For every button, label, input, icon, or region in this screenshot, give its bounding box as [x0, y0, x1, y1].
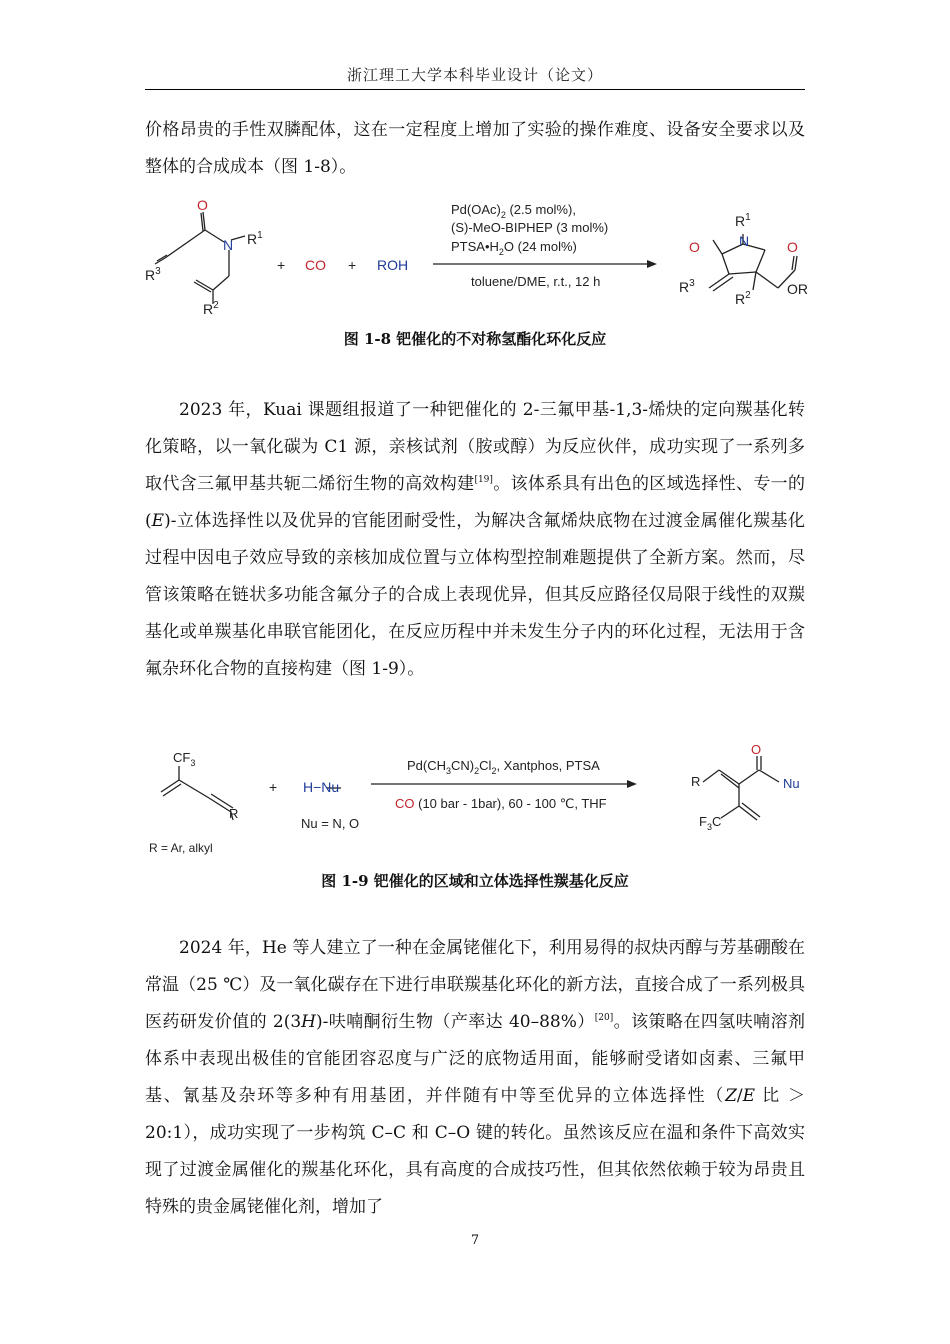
- carbonyl-oxygen-label: O: [197, 197, 208, 213]
- condition-line-2: (S)-MeO-BIPHEP (3 mol%): [451, 220, 609, 235]
- ester-oxygen-label: O: [787, 239, 798, 255]
- reagent-co: CO: [305, 257, 326, 273]
- nucleophile-label: H−Nu: [303, 779, 340, 795]
- plus-sign: +: [269, 779, 278, 795]
- plus-sign: +: [348, 257, 357, 273]
- figure-1-8-caption: 图 1-8 钯催化的不对称氢酯化环化反应: [343, 330, 607, 348]
- nu-definition: Nu = N, O: [301, 816, 360, 831]
- header-divider: [145, 89, 805, 90]
- svg-text:CF3: $CF_3$: [173, 750, 196, 768]
- paragraph-continued: 价格昂贵的手性双膦配体，这在一定程度上增加了实验的操作难度、设备安全要求以及整体的合成成本（图 1-8）。: [145, 120, 805, 177]
- svg-text:R1: $R^1$: [247, 230, 263, 247]
- condition-catalyst: $Pd(CH_3CN)_2Cl_2$, Xantphos, PTSA: [407, 758, 600, 776]
- svg-text:R2: $R^2$: [203, 300, 219, 317]
- r-label: R: [229, 806, 239, 821]
- product-r-label: R: [691, 774, 701, 789]
- plus-sign: +: [277, 257, 286, 273]
- page-number: 7: [470, 1233, 480, 1248]
- paragraph-he: 2024 年，He 等人建立了一种在金属铑催化下，利用易得的叔炔丙醇与芳基硼酸在常温（25 ℃）及一氧化碳存在下进行串联羰基化环化的新方法，直接合成了一系列极具医药研发价值的 2(3H)-呋喃酮衍生物（产率达 40–88%）[20]。该策略在四氢呋喃溶剂体系中表现出极佳的官能团容忍度与广泛的底物适用面，能够耐受诸如卤素、三氟甲基、氰基及杂环等多种有用基团，并伴随有中等至优异的立体选择性（Z/E 比 ＞ 20:1），成功实现了一步构筑 C–C 和 C–O 键的转化。虽然该反应在温和条件下高效实现了过渡金属催化的羰基化环化，具有高度的合成技巧性，但其依然依赖于较为昂贵且特殊的贵金属铑催化剂，增加了: [145, 938, 806, 1217]
- figure-1-9-scheme: [145, 740, 805, 855]
- svg-text:R3: $R^3$: [145, 266, 161, 283]
- svg-text:R3: $R^3$: [679, 278, 695, 295]
- r-definition: R = Ar, alkyl: [149, 841, 213, 855]
- product-nu-label: Nu: [783, 776, 800, 791]
- product-oxygen-label: O: [751, 742, 762, 757]
- lactam-oxygen-label: O: [689, 239, 700, 255]
- running-header: 浙江理工大学本科毕业设计（论文）: [346, 66, 603, 84]
- reagent-roh: ROH: [377, 257, 409, 273]
- figure-1-8-scheme: [145, 192, 808, 317]
- amide-nitrogen-label: N: [223, 237, 234, 253]
- condition-line-3: $PTSA•H_2O$ (24 mol%): [451, 239, 577, 257]
- ester-or-label: OR: [787, 281, 808, 297]
- paragraph-kuai: 2023 年，Kuai 课题组报道了一种钯催化的 2-三氟甲基-1,3-烯炔的定向羰基化转化策略，以一氧化碳为 C1 源，亲核试剂（胺或醇）为反应伙伴，成功实现了一系列多取代含三氟甲基共轭二烯衍生物的高效构建[19]。该体系具有出色的区域选择性、专一的(E)-立体选择性以及优异的官能团耐受性，为解决含氟烯炔底物在过渡金属催化羰基化过程中因电子效应导致的亲核加成位置与立体构型控制难题提供了全新方案。然而，尽管该策略在链状多功能含氟分子的合成上表现优异，但其反应路径仅局限于线性的双羰基化或单羰基化串联官能团化，在反应历程中并未发生分子内的环化过程，无法用于含氟杂环化合物的直接构建（图 1-9）。: [145, 400, 806, 679]
- svg-text:R2: $R^2$: [735, 290, 751, 307]
- lactam-nitrogen-label: N: [739, 233, 750, 249]
- condition-line-1: $Pd(OAc)_2$ (2.5 mol%),: [451, 202, 576, 220]
- svg-text:R1: $R^1$: [735, 212, 751, 229]
- condition-solvent: toluene/DME, r.t., 12 h: [471, 274, 601, 289]
- condition-gas: CO (10 bar - 1bar), 60 - 100 ℃, THF: [395, 796, 607, 811]
- product-cf3-label: $F_3C$: [699, 814, 722, 832]
- figure-1-9-caption: 图 1-9 钯催化的区域和立体选择性羰基化反应: [321, 872, 629, 890]
